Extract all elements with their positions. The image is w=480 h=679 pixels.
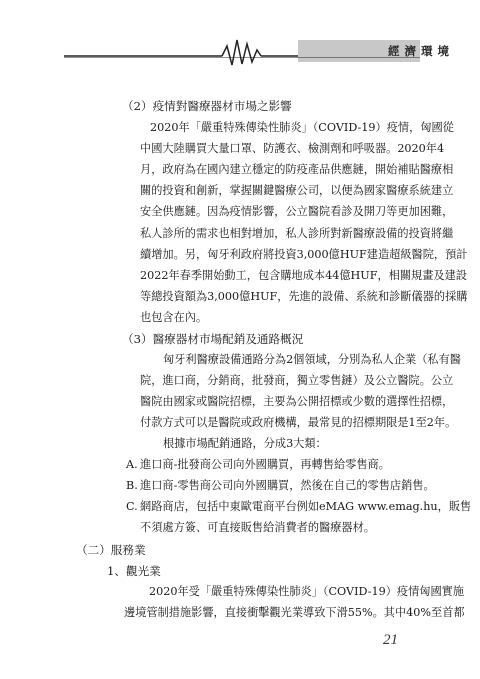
paragraph-line: 2020年受「嚴重特殊傳染性肺炎」（COVID-19）疫情匈國實施	[149, 585, 465, 598]
section-heading-epidemic-impact: （2）疫情對醫療器材市場之影響	[122, 99, 292, 113]
paragraph-line: 醫院由國家或醫院招標，主要為公開招標或少數的選擇性招標，	[140, 395, 454, 408]
paragraph-line: 院，進口商，分銷商，批發商，獨立零售鏈）及公立醫院。公立	[140, 374, 454, 387]
paragraph-line: 等總投資額為3,000億HUF，先進的設備、系統和診斷儀器的採購	[140, 290, 468, 303]
section-heading-services: （二）服務業	[76, 543, 146, 557]
paragraph-line: 邊境管制措施影響，直接衝擊觀光業導致下滑55%。其中40%至首都	[124, 606, 465, 619]
page-number: 21	[383, 632, 398, 648]
section-heading-distribution: （3）醫療器材市場配銷及通路概況	[122, 332, 304, 346]
list-intro: 根據市場配銷通路，分成3大類：	[163, 437, 327, 450]
list-item-continuation: 不須處方簽、可直接販售給消費者的醫療器材。	[140, 521, 375, 534]
paragraph-line: 安全供應鏈。因為疫情影響，公立醫院看診及開刀等更加困難，	[140, 205, 454, 218]
list-marker: C.	[126, 500, 138, 513]
paragraph-line: 付款方式可以是醫院或政府機構，最常見的招標期限是1至2年。	[140, 416, 457, 429]
paragraph-line: 2022年春季開始動工，包含購地成本44億HUF，相關規畫及建設	[140, 269, 467, 282]
paragraph-line: 中國大陸購買大量口罩、防護衣、檢測劑和呼吸器。2020年4	[140, 142, 445, 155]
paragraph-line: 月，政府為在國內建立穩定的防疫產品供應鏈，開始補貼醫療相	[140, 163, 454, 176]
running-header	[64, 34, 454, 68]
list-item-text: 進口商-零售商公司向外國購買，然後在自己的零售店銷售。	[140, 479, 435, 492]
paragraph-line: 匈牙利醫療設備通路分為2個領域，分別為私人企業（私有醫	[163, 353, 461, 366]
header-title: 經濟環境	[388, 44, 454, 58]
paragraph-line: 也包含在內。	[140, 311, 208, 324]
list-item-text: 進口商-批發商公司向外國購買，再轉售給零售商。	[140, 458, 390, 471]
sub-heading-tourism: 1、觀光業	[107, 564, 161, 578]
paragraph-line: 關的投資和創新，掌握關鍵醫療公司，以便為國家醫療系統建立	[140, 184, 454, 197]
list-marker: A.	[126, 458, 138, 471]
list-marker: B.	[126, 479, 138, 492]
paragraph-line: 2020年「嚴重特殊傳染性肺炎」（COVID-19）疫情，匈國從	[150, 121, 454, 134]
paragraph-line: 續增加。另，匈牙利政府將投資3,000億HUF建造超級醫院，預計	[140, 248, 468, 261]
list-item-text: 網路商店，包括中東歐電商平台例如eMAG www.emag.hu，販售	[140, 500, 472, 513]
paragraph-line: 私人診所的需求也相對增加，私人診所對新醫療設備的投資將繼	[140, 227, 454, 240]
